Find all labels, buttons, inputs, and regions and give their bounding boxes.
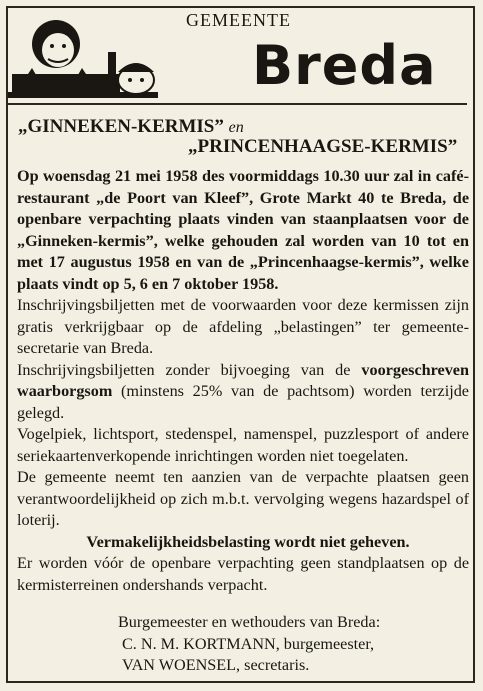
- cartoon-logo-icon: [8, 12, 158, 108]
- deposit-text-post: (minstens 25% van de pachtsom) worden terzijde gelegd.: [17, 382, 469, 422]
- signature-line-mayor: C. N. M. KORTMANN, burgemeester,: [122, 634, 375, 653]
- announcement-body: [17, 166, 469, 596]
- municipality-label: GEMEENTE: [186, 10, 291, 30]
- signature-line-secretary: VAN WOENSEL, secretaris.: [122, 656, 310, 674]
- paragraph-registration-forms: Inschrijvingsbiljetten met de voorwaarden voor deze kermissen zijn gratis verkrijgbaar op de afdeling „belastingen” ter gemeente-secretarie van Breda.: [17, 296, 469, 357]
- signature-block: [118, 612, 380, 677]
- paragraph-prohibited-games: Vogelpiek, lichtsport, stedenspel, namenspel, puzzlesport of andere seriekaartenverkopende inrichtingen worden niet toegelaten.: [17, 425, 469, 465]
- paragraph-liability: De gemeente neemt ten aanzien van de verpachte plaatsen geen verantwoordelijkheid op zich m.b.t. vervolging wegens hazardspel of loterij.: [17, 468, 469, 529]
- title-ginneken-text: „GINNEKEN-KERMIS”: [18, 116, 224, 137]
- title-connector: en: [228, 119, 244, 136]
- title-ginneken-kermis: [18, 116, 244, 138]
- paragraph-tax-notice: Vermakelijkheidsbelasting wordt niet geheven.: [86, 532, 410, 551]
- paragraph-auction-details: Op woensdag 21 mei 1958 des voormiddags 10.30 uur zal in café-restaurant „de Poort van Kleef”, Grote Markt 40 te Breda, de openbare verpachting plaats vinden van staanplaatsen voor de „Ginneken-kermis”, welke gehouden zal worden van 10 tot en met 17 augustus 1958 en van de „Princenhaagse-kermis”, welke plaats vindt op 5, 6 en 7 oktober 1958.: [17, 167, 469, 293]
- deposit-text-bold: voorgeschreven waarborgsom: [17, 360, 469, 400]
- signature-line-council: Burgemeester en wethouders van Breda:: [118, 613, 381, 631]
- paragraph-deposit: [17, 360, 469, 425]
- city-name: Breda: [252, 34, 437, 97]
- paragraph-no-private-lease: Er worden vóór de openbare verpachting geen standplaatsen op de kermisterreinen ondershands verpacht.: [17, 554, 469, 594]
- title-princenhaagse-kermis: „PRINCENHAAGSE-KERMIS”: [188, 136, 458, 157]
- header-divider: [8, 103, 467, 105]
- deposit-text-pre: Inschrijvingsbiljetten zonder bijvoeging van de: [17, 360, 362, 379]
